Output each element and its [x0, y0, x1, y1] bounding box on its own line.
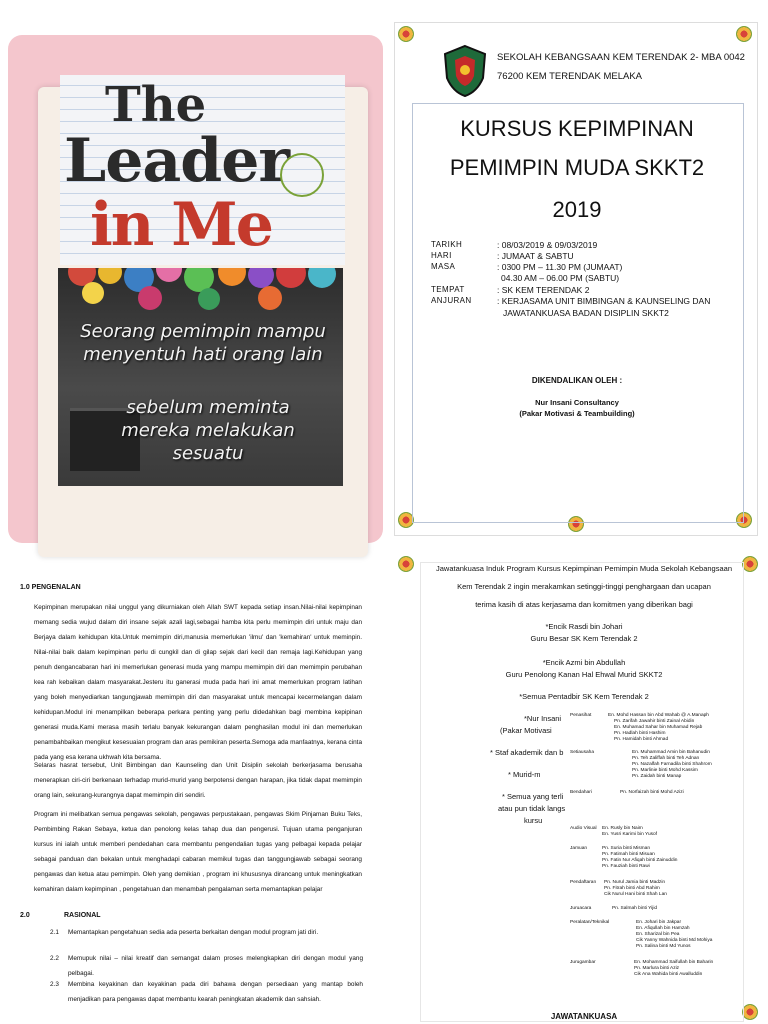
flower-ornament-icon [736, 26, 752, 42]
thanks-line-3: terima kasih di atas kerjasama dan komitmen yang diberikan bagi [475, 600, 693, 609]
field-value: : 0300 PM – 11.30 PM (JUMAAT) [497, 262, 623, 272]
field-label: ANJURAN [431, 296, 472, 305]
committee-member: Cik Nurul Hani binti Shah Lan [604, 892, 667, 897]
rationale-item-text: Memupuk nilai – nilai kreatif dan semangat dalam proses melengkapkan diri dengan modul yang pelbagai. [68, 955, 363, 977]
committee-member: Pn. Fatimah binti Misuan [602, 852, 655, 857]
school-crest-icon [441, 44, 489, 98]
cover-panel [8, 35, 383, 543]
committee-member: En. Yusri Karimi bin Yusof [602, 832, 658, 837]
rationale-number: 2.0 [20, 912, 30, 919]
committee-member: Cik Ana Wahida binti Awalluddin [634, 972, 703, 977]
committee-role: Juruacara [570, 906, 592, 911]
committee-member: Cik Yanny Wahnida binti Md Mohiya [636, 938, 713, 943]
thanks-name: *Semua Pentadbir SK Kem Terendak 2 [519, 692, 649, 701]
course-title-year: 2019 [552, 197, 602, 222]
committee-member: En. Muhamad Sahar bin Muhamad Rejab [614, 725, 703, 730]
committee-member: En. Rusly bin Naim [602, 826, 643, 831]
thanks-name: * Semua yang terli [502, 792, 564, 801]
committee-member: En. Johari bin Jakpar [636, 920, 682, 925]
committee-member: Pn. Marlura binti Aziz [634, 966, 680, 971]
committee-role: Pendaftaran [570, 880, 597, 885]
school-address: 76200 KEM TERENDAK MELAKA [497, 71, 643, 82]
rationale-item-number: 2.1 [50, 929, 59, 936]
thanks-name: * Murid-m [508, 770, 541, 779]
field-value: JAWATANKUASA BADAN DISIPLIN SKKT2 [503, 308, 669, 318]
logo-word-leader: Leader [64, 126, 289, 196]
field-value: : SK KEM TERENDAK 2 [497, 285, 590, 295]
consultancy-name: Nur Insani Consultancy [535, 398, 619, 407]
committee-role: Peralatan/Teknikal [570, 920, 610, 925]
committee-role: Audio Visual [570, 826, 597, 831]
rationale-heading: RASIONAL [64, 912, 101, 919]
leaf-ring-icon [280, 153, 324, 197]
field-value: : 08/03/2019 & 09/03/2019 [497, 240, 598, 250]
committee-member: Pn. Hadlah binti Hashim [614, 731, 666, 736]
thanks-name: *Nur Insani [524, 714, 562, 723]
committee-role: Penasihat [570, 713, 592, 718]
committee-member: Pn. Suria binti Misman [602, 846, 650, 851]
logo-word-the: The [105, 77, 207, 133]
thanks-name: * Staf akademik dan b [490, 748, 564, 757]
committee-member: Pn. Nurul Jamia binti Madzin [604, 880, 666, 885]
quote-line-2: sebelum meminta mereka melakukan sesuatu [121, 397, 295, 464]
committee-member: Pn. Zarifah Jawahir binti Zainal Abidin [614, 719, 695, 724]
committee-role: Bendahari [570, 790, 592, 795]
thanks-role: Guru Besar SK Kem Terendak 2 [530, 634, 638, 643]
field-label: TARIKH [431, 240, 463, 249]
committee-member: Pn. Teh Zaliffah binti Teh Adnan [632, 756, 700, 761]
flower-ornament-icon [398, 26, 414, 42]
committee-member: En. Mohammad Saifullah bin Baharin [634, 960, 714, 965]
thanks-role: (Pakar Motivasi [500, 726, 552, 735]
school-name: SEKOLAH KEBANGSAAN KEM TERENDAK 2- MBA 0042 [497, 52, 745, 63]
leader-in-me-logo [60, 75, 345, 265]
committee-member: Pn. Fitrah binti Abd Rahim [604, 886, 660, 891]
committee-member: En. Mohd Hassan bin Abd Wahab @ A.Manaph [608, 713, 709, 718]
managed-by-label: DIKENDALIKAN OLEH : [531, 376, 623, 385]
intro-paragraph-1: Kepimpinan merupakan nilai unggul yang dikurniakan oleh Allah SWT kepada setiap insan.Nilai-nilai kepimpinan memang sedia wujud dalam diri insane sejak azali lagi,sebagai hamba kita perlu memimpin diri untuk maju dan Berjaya dalam kehidupan kita.Untuk memimpin diri,manusia memerlukan 'ilmu' dan 'kemahiran' untuk meminpin. Nilai-nilai baik dalam kepimpinan perlu di cungkil dan di gilap sejak dari kecil dan remaja lagi.Kehidupan yang penuh dengancabaran hari ini memerlukan generasi muda yang mampu memimpin diri dan memimpin perubahan kea rah kebaikan dalam masyarakat.Jesteru itu ganerasi muda pada hari ini amat memerlukan program latihan yang boleh menyediarkan tangungjawab memimpin diri dan masyarakat untuk mencapai kecermelangan dalam kehidupan.Modul ini menampilkan beberapa perkara penting yang perlu didedahkan bagi membina kepipinan generasi muda.Kami merasa masih terlalu banyak kekurangan dalam penghasilan modul ini dan memerlukan penambahbaikan mengikut kesesuaian program dan aras pemikiran peserta.Semoga ada manfaatnya, kerana cinta pada yang esa kerana ukhwah kita bersama. [34, 604, 362, 761]
rationale-item-text: Memantapkan pengetahuan sedia ada peserta berkaitan dengan modul program jati diri. [68, 929, 319, 936]
committee-member: Pn. Zaidah binti Manap [632, 774, 682, 779]
thanks-line-1: Jawatankuasa Induk Program Kursus Kepimpinan Pemimpin Muda Sekolah Kebangsaan [435, 564, 732, 573]
consultancy-desc: (Pakar Motivasi & Teambuilding) [519, 409, 635, 418]
field-value: : JUMAAT & SABTU [497, 251, 574, 261]
intro-paragraph-3: Program ini melibatkan semua pengawas sekolah, pengawas perpustakaan, pengawas Skim Pinjaman Buku Teks, Pembimbing Rakan Sebaya, ketua dan penolong kelas tahap dua dan pengerusi. Tujuan utama penganjuran kursus ini ialah untuk memberi pendedahan cara membantu pengendalian tugas yang pelbagai kepada pelajar sebagai panduan dan bekalan untuk menghadapi cabaran memikul tugas dan tanggungjawab sebagai seorang pengawas dan ketua atau pemimpin. Oleh yang demikian , program ini khususnya dirancang untuk meningkatkan kemahiran dalam kepimpinan , pengetahuan dan menambah pengalaman serta memantapkan pelajar [34, 811, 362, 893]
committee-member: En. Afiqullah bin Hamzah [636, 926, 690, 931]
committee-member: Pn. Fatin Nur Afiqah binti Zainuddin [602, 858, 678, 863]
rationale-item-text: Membina keyakinan dan keyakinan pada diri bahawa dengan persediaan yang mantap boleh menjadikan para pengawas dapat membantu kearah peningkatan akademik dan sahsiah. [68, 981, 363, 1003]
intro-paragraph-2: Selaras hasrat tersebut, Unit Bimbingan dan Kaunseling dan Unit Disiplin sekolah berkerjasama berusaha menerapkan ciri-ciri berkenaan terhadap murid-murid yang berpotensi dengan harapan, jika tidak dapat memimpin orang lain, sekurang-kurangnya dapat memimpin diri sendiri. [34, 762, 362, 799]
thanks-role: Guru Penolong Kanan Hal Ehwal Murid SKKT2 [505, 670, 663, 679]
field-value: 04.30 AM – 06.00 PM (SABTU) [501, 273, 620, 283]
committee-role: Jurugambar [570, 960, 596, 965]
field-value: : KERJASAMA UNIT BIMBINGAN & KAUNSELING DAN [497, 296, 711, 306]
thanks-name: kursu [524, 816, 543, 825]
rationale-item-number: 2.3 [50, 981, 59, 988]
committee-member: Pn. Norfaizah binti Mohd Azizi [620, 790, 684, 795]
committee-member: Pn. Fauziah binti Rawi [602, 864, 650, 869]
balloon-house-photo [58, 268, 343, 486]
intro-heading: 1.0 PENGENALAN [20, 584, 81, 591]
committee-member: En. Muhammad Amin bin Bahanudin [632, 750, 710, 755]
quote-line-1: Seorang pemimpin mampu menyentuh hati orang lain [80, 321, 326, 365]
committee-member: En. Sharizal bin Pea [636, 932, 680, 937]
logo-word-inme: in Me [90, 190, 272, 260]
field-label: HARI [431, 251, 452, 260]
rationale-item-number: 2.2 [50, 955, 59, 962]
committee-role: Jamuan [570, 846, 588, 851]
thanks-name: *Encik Azmi bin Abdullah [542, 658, 626, 667]
thanks-name: atau pun tidak langs [498, 804, 566, 813]
committee-member: Pn. Salmah binti Yijid [612, 906, 658, 911]
course-title-line-2: PEMIMPIN MUDA SKKT2 [449, 155, 705, 180]
field-label: TEMPAT [431, 285, 465, 294]
committee-role: Setiausaha [570, 750, 595, 755]
course-title-line-1: KURSUS KEPIMPINAN [460, 116, 694, 141]
committee-member: Pn. Salina binti Md Yunos [636, 944, 691, 949]
thanks-name: *Encik Rasdi bin Johari [545, 622, 623, 631]
field-label: MASA [431, 262, 456, 271]
committee-member: Pn. Hamidah binti Ahmad [614, 737, 669, 742]
committee-member: Pn. Nazalfah Farnadila binti Shahrom [632, 762, 712, 767]
committee-member: Pn. Marlinie binti Mohd Kassim [632, 768, 698, 773]
thanks-line-2: Kem Terendak 2 ingin merakamkan setinggi-tinggi penghargaan dan ucapan [457, 582, 711, 591]
committee-footer-title: JAWATANKUASA [550, 1012, 618, 1021]
